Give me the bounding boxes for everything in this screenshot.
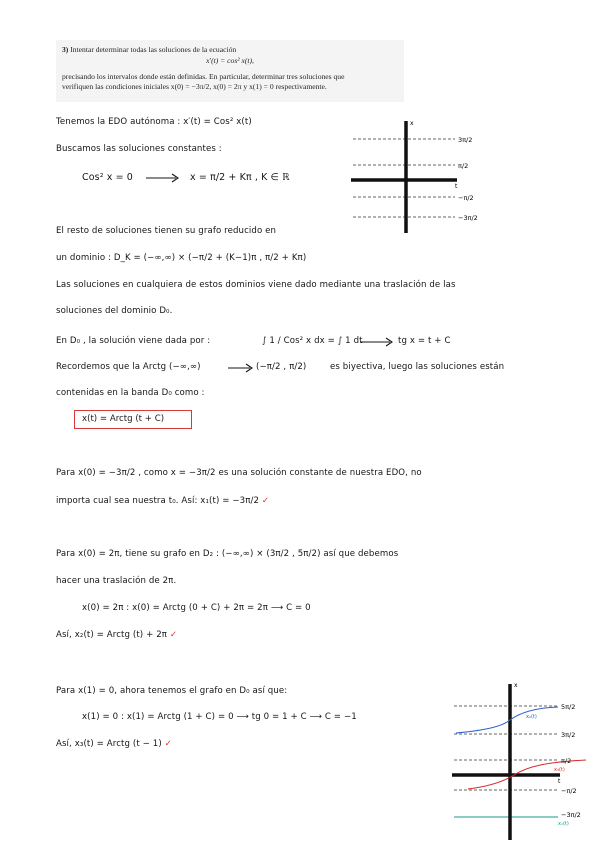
check-icon: ✓	[261, 496, 270, 506]
line-tg-result: tg x = t + C	[398, 336, 451, 346]
particular-solutions-graph	[448, 678, 590, 844]
level-label: 3π/2	[458, 136, 473, 144]
line-case-1: Para x(0) = −3π/2 , como x = −3π/2 es una solución constante de nuestra EDO, no	[56, 468, 422, 478]
curve-label-x1: x₁(t)	[558, 821, 569, 827]
line-domain-zero: soluciones del dominio D₀.	[56, 306, 173, 316]
level-label: −π/2	[458, 194, 474, 202]
problem-body-1: precisando los intervalos donde están definidas. En particular, determinar tres soluciones que	[62, 72, 345, 81]
line-arctg: Recordemos que la Arctg (−∞,∞)	[56, 362, 201, 372]
line-case-1-result	[56, 496, 269, 506]
case-3-text: Así, x₃(t) = Arctg (t − 1)	[56, 739, 162, 749]
axis-label-x: x	[410, 120, 414, 127]
level-label: π/2	[458, 162, 469, 170]
check-icon: ✓	[169, 630, 178, 640]
line-case-2-translation: hacer una traslación de 2π.	[56, 576, 177, 586]
case-1-text: importa cual sea nuestra t₀. Así: x₁(t) = −3π/2	[56, 496, 260, 506]
line-case-3: Para x(1) = 0, ahora tenemos el grafo en D₀ así que:	[56, 686, 288, 696]
line-case-2: Para x(0) = 2π, tiene su grafo en D₂ : (−∞,∞) × (3π/2 , 5π/2) así que debemos	[56, 549, 399, 559]
axis-label-t: t	[558, 778, 561, 785]
line-translation: Las soluciones en cualquiera de estos dominios viene dado mediante una traslación de las	[56, 280, 456, 290]
level-label: 3π/2	[561, 731, 576, 739]
level-label: −3π/2	[458, 214, 478, 222]
problem-equation: x′(t) = cos² x(t),	[206, 56, 254, 65]
problem-intro: Intentar determinar todas las soluciones de la ecuación	[70, 45, 237, 54]
arrow-icon	[146, 172, 180, 184]
line-contained: contenidas en la banda D₀ como :	[56, 388, 205, 398]
line-case-2-result	[56, 630, 177, 640]
line-domain: un dominio : D_K = (−∞,∞) × (−π/2 + (K−1)π , π/2 + Kπ)	[56, 253, 307, 263]
level-label: π/2	[561, 757, 572, 765]
line-bijective: es biyectiva, luego las soluciones están	[330, 362, 505, 372]
constant-solutions-graph	[345, 115, 490, 240]
check-icon: ✓	[164, 739, 172, 749]
line-constant-solutions: Buscamos las soluciones constantes :	[56, 144, 222, 154]
line-constant-values: x = π/2 + Kπ , K ∈ ℝ	[190, 172, 290, 183]
problem-statement	[56, 40, 404, 102]
line-integral: ∫ 1 / Cos² x dx = ∫ 1 dt	[262, 336, 363, 346]
problem-body-2: verifiquen las condiciones iniciales x(0) = −3π/2, x(0) = 2π y x(1) = 0 respectivamente.	[62, 82, 327, 91]
line-in-d0: En D₀ , la solución viene dada por :	[56, 336, 211, 346]
problem-number: 3)	[62, 45, 69, 54]
level-label: 5π/2	[561, 703, 576, 711]
level-label: −3π/2	[561, 811, 581, 819]
arrow-icon	[228, 362, 254, 374]
boxed-general-solution: x(t) = Arctg (t + C)	[74, 410, 192, 429]
curve-label-x2: x₂(t)	[526, 714, 537, 720]
case-2-text: Así, x₂(t) = Arctg (t) + 2π	[56, 630, 168, 640]
curve-x2	[456, 707, 558, 733]
line-case-3-calc: x(1) = 0 : x(1) = Arctg (1 + C) = 0 ⟶ tg 0 = 1 + C ⟶ C = −1	[82, 712, 357, 722]
line-rest-solutions: El resto de soluciones tienen su grafo reducido en	[56, 226, 277, 236]
arrow-icon	[360, 336, 394, 348]
line-cos-zero: Cos² x = 0	[82, 172, 133, 183]
axis-label-t: t	[455, 183, 458, 190]
level-label: −π/2	[561, 787, 577, 795]
axis-label-x: x	[514, 682, 518, 689]
line-case-3-result	[56, 739, 172, 749]
line-arctg-range: (−π/2 , π/2)	[256, 362, 307, 372]
curve-label-x3: x₃(t)	[554, 767, 565, 773]
line-edo: Tenemos la EDO autónoma : x′(t) = Cos² x(t)	[56, 117, 252, 127]
line-case-2-calc: x(0) = 2π : x(0) = Arctg (0 + C) + 2π = 2π ⟶ C = 0	[82, 603, 311, 613]
